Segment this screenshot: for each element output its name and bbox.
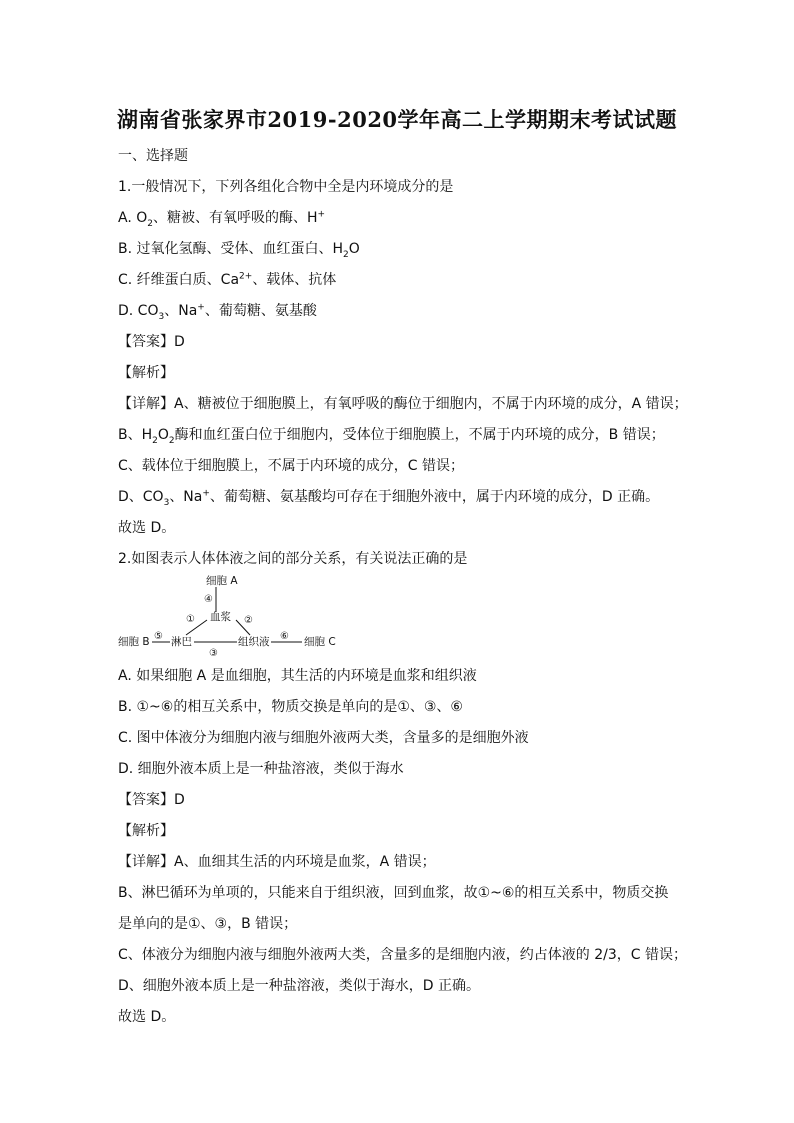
q2-detail-c: C、体液分为细胞内液与细胞外液两大类，含量多的是细胞内液，约占体液的 2/3，C 错误； [118, 947, 687, 963]
label-tissue-fluid: 组织液 [238, 636, 270, 648]
q2-conclusion: 故选 D。 [118, 1009, 176, 1025]
label-n4: ④ [204, 594, 213, 605]
label-n3: ③ [209, 648, 218, 659]
q2-option-a: A. 如果细胞 A 是血细胞，其生活的内环境是血浆和组织液 [118, 668, 477, 684]
label-n6: ⑥ [280, 631, 289, 642]
q1-answer: 【答案】D [118, 334, 185, 350]
q2-detail-d: D、细胞外液本质上是一种盐溶液，类似于海水，D 正确。 [118, 978, 481, 994]
q1-detail-b: B、$H_2O_2$酶和血红蛋白位于细胞内，受体位于细胞膜上，不属于内环境的成分，B 错误； [118, 427, 665, 446]
section-heading: 一、选择题 [118, 148, 188, 164]
q1-analysis: 【解析】 [118, 365, 174, 381]
label-cell-a: 细胞 A [206, 575, 238, 587]
label-n1: ① [186, 614, 195, 625]
label-cell-b: 细胞 B [118, 636, 150, 648]
label-n5: ⑤ [154, 631, 163, 642]
q1-option-b: B. 过氧化氢酶、受体、血红蛋白、$H_2O$ [118, 241, 360, 260]
q1-detail-a: 【详解】A、糖被位于细胞膜上，有氧呼吸的酶位于细胞内，不属于内环境的成分，A 错误； [118, 396, 688, 412]
q2-stem: 2.如图表示人体体液之间的部分关系，有关说法正确的是 [118, 551, 468, 567]
q1-option-a: A. $O_2$、糖被、有氧呼吸的酶、H+ [118, 209, 326, 229]
body-fluid-diagram [114, 572, 354, 662]
q1-detail-d: D、$CO_3$、Na+、葡萄糖、氨基酸均可存在于细胞外液中，属于内环境的成分，D 正确。 [118, 488, 660, 508]
q2-option-d: D. 细胞外液本质上是一种盐溶液，类似于海水 [118, 761, 404, 777]
q2-option-b: B. ①~⑥的相互关系中，物质交换是单向的是①、③、⑥ [118, 699, 463, 715]
label-lymph: 淋巴 [171, 636, 192, 648]
q2-detail-b: B、淋巴循环为单项的，只能来自于组织液，回到血浆，故①~⑥的相互关系中，物质交换 [118, 885, 669, 901]
label-n2: ② [244, 615, 253, 626]
q1-option-d: D. $CO_3$、Na+、葡萄糖、氨基酸 [118, 302, 317, 322]
q1-option-c: C. 纤维蛋白质、$Ca^{2+}$、载体、抗体 [118, 271, 337, 288]
q2-detail-a: 【详解】A、血细其生活的内环境是血浆，A 错误； [118, 854, 436, 870]
q1-stem: 1.一般情况下，下列各组化合物中全是内环境成分的是 [118, 179, 454, 195]
label-cell-c: 细胞 C [304, 636, 336, 648]
q1-detail-c: C、载体位于细胞膜上，不属于内环境的成分，C 错误； [118, 458, 464, 474]
q2-analysis: 【解析】 [118, 823, 174, 839]
q2-detail-b-cont: 是单向的是①、③，B 错误； [118, 916, 298, 932]
q2-option-c: C. 图中体液分为细胞内液与细胞外液两大类，含量多的是细胞外液 [118, 730, 529, 746]
q2-answer: 【答案】D [118, 792, 185, 808]
label-plasma: 血浆 [210, 611, 231, 623]
q1-conclusion: 故选 D。 [118, 520, 176, 536]
page-title: 湖南省张家界市2019-2020学年高二上学期期末考试试题 [116, 107, 678, 132]
